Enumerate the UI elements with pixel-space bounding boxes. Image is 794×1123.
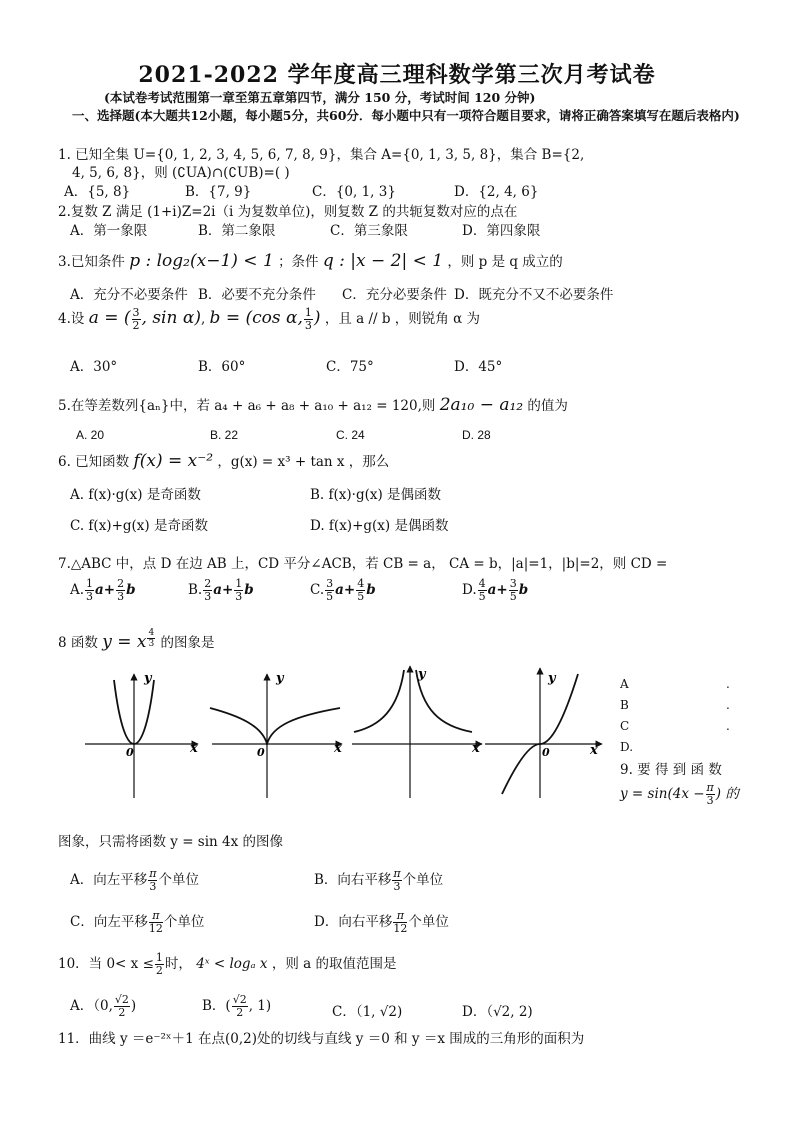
- q1-line1: 1. 已知全集 U={0, 1, 2, 3, 4, 5, 6, 7, 8, 9}，集合 A={0, 1, 3, 5, 8}，集合 B={2,: [58, 147, 585, 163]
- q9-option-a: A．向左平移 $\frac{\pi}{3}$ 个单位: [70, 867, 199, 893]
- q5-option-a: A. 20: [76, 428, 105, 442]
- q3-option-a: A．充分不必要条件: [70, 287, 188, 303]
- q3-option-d: D．既充分不又不必要条件: [454, 287, 614, 303]
- q8-option-b-dot: .: [726, 698, 730, 712]
- q8-graph-a-y-label: y: [144, 671, 152, 686]
- q1-option-b: B．{7, 9}: [185, 184, 252, 200]
- q8-function: y = x: [102, 632, 147, 652]
- q6-option-c: C. f(x)+g(x) 是奇函数: [70, 518, 208, 534]
- q2-option-b: B．第二象限: [198, 223, 276, 239]
- q1-option-a: A．{5, 8}: [64, 184, 131, 200]
- q11-stem: 11．曲线 y ＝e⁻²ˣ＋1 在点(0,2)处的切线与直线 y ＝0 和 y ＝x 围成的三角形的面积为: [58, 1031, 585, 1047]
- q2-option-a: A．第一象限: [70, 223, 148, 239]
- q10-option-d: D．（√2, 2): [462, 1004, 533, 1020]
- q9-option-c: C．向左平移 $\frac{\pi}{12}$ 个单位: [70, 909, 205, 935]
- q10-option-b: B．( $\frac{√2}{2}$ , 1): [202, 993, 272, 1019]
- q1-option-d: D．{2, 4, 6}: [454, 184, 539, 200]
- q4-option-a: A．30°: [70, 359, 118, 375]
- q4-vector-a-tail: , sin α): [141, 308, 201, 328]
- q6-option-d: D. f(x)+g(x) 是偶函数: [310, 518, 449, 534]
- q4-frac-a: $\frac{3}{2}$: [132, 306, 140, 332]
- q8-graphs: [80, 660, 610, 800]
- q4-option-b: B．60°: [198, 359, 246, 375]
- q10-option-c: C．（1, √2): [332, 1004, 403, 1020]
- q7-option-c: C. $\frac{3}{5}$ a+ $\frac{4}{5}$ b: [310, 577, 376, 603]
- q4-vector-b-tail: ): [313, 308, 321, 328]
- q8-graph-d-origin: 0: [542, 746, 550, 759]
- q4-vector-b: b = (cos α,: [209, 308, 303, 328]
- q2-stem: 2.复数 Z 满足 (1+i)Z=2i（i 为复数单位)，则复数 Z 的共轭复数对应的点在: [58, 204, 518, 220]
- q8-graph-d-y-label: y: [548, 671, 556, 686]
- q4-tail: ，且 a // b ，则锐角 α 为: [324, 311, 480, 327]
- q3-condition-p: p : log₂(x−1) < 1: [129, 251, 274, 271]
- exam-subtitle: (本试卷考试范围第一章至第五章第四节，满分 150 分，考试时间 120 分钟): [104, 90, 536, 105]
- q8-graph-d-x-label: x: [590, 743, 598, 758]
- q9-stem-line1: 9. 要 得 到 函 数: [620, 762, 722, 778]
- q6-option-a: A. f(x)·g(x) 是奇函数: [70, 487, 201, 503]
- q2-option-c: C．第三象限: [330, 223, 408, 239]
- q8-graph-b-y-label: y: [276, 671, 284, 686]
- q5-stem: [58, 394, 568, 415]
- q8-option-b: B: [620, 698, 629, 712]
- q3-option-c: C．充分必要条件: [342, 287, 447, 303]
- q3-intro: 3.已知条件: [58, 254, 125, 270]
- q8-option-d: D.: [620, 740, 634, 754]
- q8-option-c: C: [620, 719, 630, 733]
- q7-option-a: A. $\frac{1}{3}$ a+ $\frac{2}{3}$ b: [70, 577, 136, 603]
- q8-graph-d: [485, 668, 602, 798]
- q8-graph-b: [210, 671, 342, 798]
- q8-option-c-dot: .: [726, 719, 730, 733]
- q5-option-d: D. 28: [462, 428, 491, 442]
- q8-option-a-dot: .: [726, 677, 730, 691]
- q8-graph-a-x-label: x: [190, 741, 198, 756]
- section-instructions: 一、选择题(本大题共12小题，每小题5分，共60分．每小题中只有一项符合题目要求，请将正确答案填写在题后表格内): [72, 108, 740, 123]
- q8-graph-c-x-label: x: [472, 741, 480, 756]
- q7-option-d: D. $\frac{4}{5}$ a+ $\frac{3}{5}$ b: [462, 577, 529, 603]
- q9-option-d: D．向右平移 $\frac{\pi}{12}$ 个单位: [314, 909, 449, 935]
- q3-condition-q: q : |x − 2| < 1: [322, 251, 444, 271]
- q6-intro: 6. 已知函数: [58, 454, 130, 470]
- q1-option-c: C．{0, 1, 3}: [312, 184, 396, 200]
- q10-option-a: A．（0, $\frac{√2}{2}$ ): [70, 993, 137, 1019]
- q8-graph-b-x-label: x: [334, 741, 342, 756]
- q8-graph-b-origin: 0: [257, 746, 265, 759]
- q8-graph-c: [352, 666, 482, 798]
- q4-vector-a: a = (: [88, 308, 131, 328]
- q4-stem: 4.设 a = ( $\frac{3}{2}$ , sin α), b = (cos α, $\frac{1}{3}$ ) ，且 a // b ，则锐角 α 为: [58, 306, 480, 332]
- q5-expression: 2a₁₀ − a₁₂: [439, 395, 524, 415]
- exam-title: 2021-2022 学年度高三理科数学第三次月考试卷: [138, 62, 656, 88]
- q4-frac-b: $\frac{1}{3}$: [304, 306, 312, 332]
- q9-stem-line2: y = sin(4x − $\frac{\pi}{3}$ ) 的: [620, 781, 739, 807]
- q7-option-b: B. $\frac{2}{3}$ a+ $\frac{1}{3}$ b: [188, 577, 254, 603]
- q5-intro: 5.在等差数列{aₙ}中，若 a₄ + a₆ + a₈ + a₁₀ + a₁₂ = 120,则: [58, 398, 436, 414]
- q8-graph-a-origin: 0: [126, 746, 134, 759]
- q9-stem-line3: 图象，只需将函数 y = sin 4x 的图像: [58, 834, 284, 850]
- q10-stem: 10．当 0< x ≤ $\frac{1}{2}$ 时， 4ˣ < logₐ x ，则 a 的取值范围是: [58, 951, 397, 977]
- q6-option-b: B. f(x)·g(x) 是偶函数: [310, 487, 442, 503]
- q8-graph-c-y-label: y: [418, 667, 426, 682]
- q9-option-b: B．向右平移 $\frac{\pi}{3}$ 个单位: [314, 867, 444, 893]
- q3-option-b: B．必要不充分条件: [198, 287, 316, 303]
- q10-inequality: 4ˣ < logₐ x: [196, 956, 268, 972]
- q4-option-c: C．75°: [326, 359, 374, 375]
- q8-option-a: A: [620, 677, 629, 691]
- q6-g: ，g(x) = x³ + tan x ，那么: [217, 454, 390, 470]
- q3-stem: [58, 250, 563, 271]
- q8-exponent: 4 3: [148, 628, 155, 649]
- q4-intro: 4.设: [58, 311, 85, 327]
- q3-tail: ，则 p 是 q 成立的: [447, 254, 563, 270]
- q8-graph-a: [85, 671, 198, 798]
- q5-tail: 的值为: [527, 398, 568, 414]
- q5-option-b: B. 22: [210, 428, 239, 442]
- q6-f: f(x) = x⁻²: [133, 451, 214, 471]
- q6-stem: [58, 450, 389, 471]
- q7-stem: 7.△ABC 中，点 D 在边 AB 上，CD 平分∠ACB，若 CB = a， CA = b，|a|=1，|b|=2，则 CD =: [58, 556, 668, 572]
- q8-stem: 8 函数 y = x $^{\frac{4}{3}}$ 的图象是: [58, 628, 215, 652]
- q5-option-c: C. 24: [336, 428, 365, 442]
- q1-line2: 4, 5, 6, 8}，则 (∁UA)∩(∁UB)=( ): [72, 165, 290, 181]
- q3-mid: ；条件: [278, 254, 319, 270]
- q2-option-d: D．第四象限: [462, 223, 541, 239]
- q4-option-d: D．45°: [454, 359, 503, 375]
